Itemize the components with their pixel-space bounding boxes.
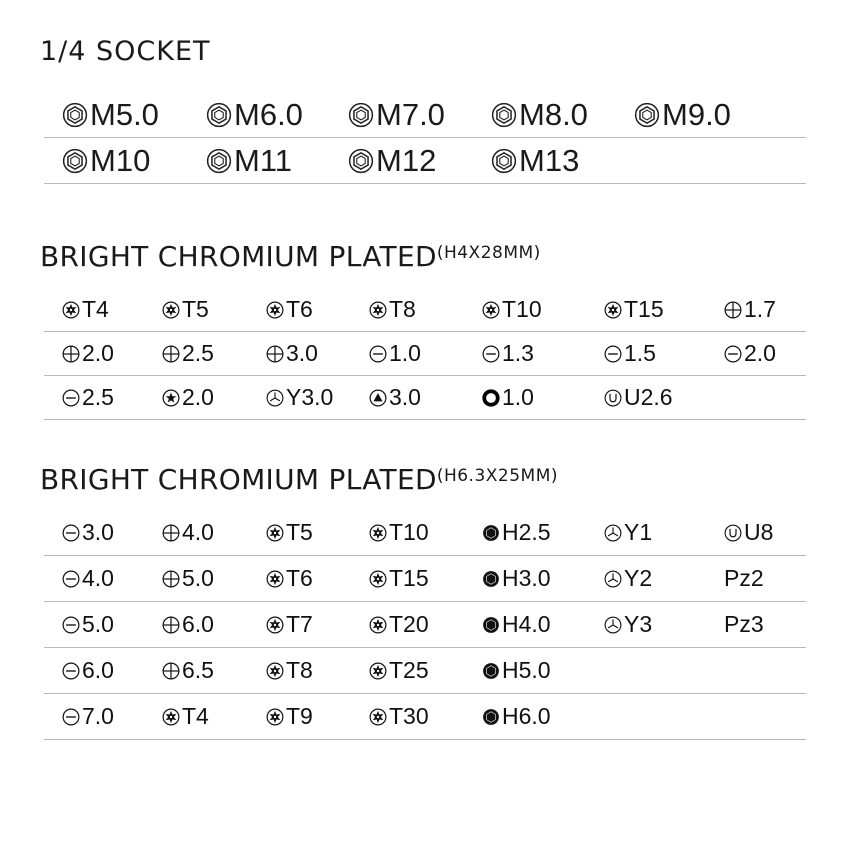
tri-wing-icon bbox=[604, 570, 622, 588]
bit-label: 2.0 bbox=[744, 340, 776, 366]
bit-item bbox=[724, 556, 764, 601]
bit-item bbox=[724, 288, 776, 331]
bit-item bbox=[62, 648, 114, 693]
bit-label: Pz3 bbox=[724, 611, 764, 637]
bit-item bbox=[266, 648, 313, 693]
bit-label: 3.0 bbox=[389, 384, 421, 410]
torx-icon bbox=[266, 662, 284, 680]
torx-icon bbox=[266, 570, 284, 588]
table-row bbox=[44, 694, 806, 740]
torx-icon bbox=[266, 708, 284, 726]
hex-icon bbox=[482, 708, 500, 726]
bit-label: 2.0 bbox=[82, 340, 114, 366]
bit-label: T9 bbox=[286, 703, 313, 729]
hex-icon bbox=[482, 616, 500, 634]
slotted-icon bbox=[62, 616, 80, 634]
bit-item bbox=[482, 648, 551, 693]
bit-label: T4 bbox=[82, 296, 109, 322]
bit-label: T5 bbox=[286, 519, 313, 545]
bit-label: 2.5 bbox=[82, 384, 114, 410]
phillips-icon bbox=[62, 345, 80, 363]
bit-label: H5.0 bbox=[502, 657, 551, 683]
bit-item bbox=[482, 332, 534, 375]
bit-label: T10 bbox=[389, 519, 429, 545]
table-row bbox=[44, 556, 806, 602]
bit-item bbox=[348, 92, 445, 137]
phillips-icon bbox=[162, 616, 180, 634]
hex-icon bbox=[482, 524, 500, 542]
hex-socket-icon bbox=[62, 148, 88, 174]
slotted-icon bbox=[369, 345, 387, 363]
torx-icon bbox=[162, 708, 180, 726]
bit-item bbox=[266, 332, 318, 375]
tri-wing-icon bbox=[266, 389, 284, 407]
torx-icon bbox=[369, 708, 387, 726]
bit-label: T5 bbox=[182, 296, 209, 322]
bit-label: U8 bbox=[744, 519, 774, 545]
bit-label: 6.0 bbox=[82, 657, 114, 683]
torx-icon bbox=[369, 662, 387, 680]
bit-label: 4.0 bbox=[182, 519, 214, 545]
hex-socket-icon bbox=[348, 148, 374, 174]
bit-item bbox=[266, 556, 313, 601]
slotted-icon bbox=[724, 345, 742, 363]
bit-item bbox=[62, 288, 109, 331]
torx-icon bbox=[604, 301, 622, 319]
bit-item bbox=[266, 288, 313, 331]
hex-socket-icon bbox=[491, 102, 517, 128]
bit-item bbox=[604, 602, 652, 647]
bit-item bbox=[724, 602, 764, 647]
bit-item bbox=[62, 376, 114, 419]
bit-item bbox=[634, 92, 731, 137]
bit-label: 2.0 bbox=[182, 384, 214, 410]
tri-wing-icon bbox=[604, 616, 622, 634]
bit-label: 5.0 bbox=[82, 611, 114, 637]
hex-socket-icon bbox=[62, 102, 88, 128]
hex-socket-icon bbox=[348, 102, 374, 128]
slotted-icon bbox=[62, 524, 80, 542]
slotted-icon bbox=[62, 708, 80, 726]
bit-item bbox=[369, 288, 416, 331]
bit-label: H4.0 bbox=[502, 611, 551, 637]
triangle-icon bbox=[369, 389, 387, 407]
bit-label: Y1 bbox=[624, 519, 653, 545]
bit-item bbox=[162, 694, 209, 739]
bit-item bbox=[491, 92, 588, 137]
slotted-icon bbox=[62, 570, 80, 588]
bit-label: Y3 bbox=[624, 611, 653, 637]
phillips-icon bbox=[162, 345, 180, 363]
bit-item bbox=[206, 92, 303, 137]
bit-label: 7.0 bbox=[82, 703, 114, 729]
bit-item bbox=[369, 376, 421, 419]
bit-label: 4.0 bbox=[82, 565, 114, 591]
phillips-icon bbox=[162, 570, 180, 588]
bit-item bbox=[724, 332, 776, 375]
bit-item bbox=[162, 332, 214, 375]
bit-item bbox=[491, 138, 579, 183]
bit-label: 1.3 bbox=[502, 340, 534, 366]
bit-item bbox=[62, 510, 114, 555]
bit-label: M12 bbox=[376, 142, 437, 178]
section2-subtitle: (H6.3X25MM) bbox=[436, 466, 559, 486]
bit-label: T8 bbox=[389, 296, 416, 322]
bit-label: M11 bbox=[234, 142, 293, 178]
bit-label: M10 bbox=[90, 142, 151, 178]
phillips-icon bbox=[162, 524, 180, 542]
bit-label: M8.0 bbox=[519, 96, 588, 132]
bit-item bbox=[162, 510, 214, 555]
table-row bbox=[44, 602, 806, 648]
bit-label: 1.7 bbox=[744, 296, 776, 322]
phillips-icon bbox=[266, 345, 284, 363]
bit-item bbox=[62, 332, 114, 375]
bit-item bbox=[604, 288, 664, 331]
table-row bbox=[44, 648, 806, 694]
bit-label: H3.0 bbox=[502, 565, 551, 591]
table-row bbox=[44, 376, 806, 420]
torx-icon bbox=[162, 301, 180, 319]
section1-title: BRIGHT CHROMIUM PLATED bbox=[40, 240, 437, 273]
section2-heading bbox=[40, 463, 558, 496]
torx-icon bbox=[266, 616, 284, 634]
bit-item bbox=[62, 92, 159, 137]
bit-label: 6.0 bbox=[182, 611, 214, 637]
bit-label: 5.0 bbox=[182, 565, 214, 591]
bit-item bbox=[162, 648, 214, 693]
bit-label: M5.0 bbox=[90, 96, 159, 132]
bit-item bbox=[348, 138, 436, 183]
slotted-icon bbox=[482, 345, 500, 363]
torx-icon bbox=[369, 524, 387, 542]
pentalobe-icon bbox=[162, 389, 180, 407]
slotted-icon bbox=[604, 345, 622, 363]
bit-item bbox=[369, 556, 429, 601]
bit-label: H2.5 bbox=[502, 519, 551, 545]
socket-title: 1/4 SOCKET bbox=[40, 36, 211, 67]
bit-item bbox=[604, 556, 652, 601]
bit-label: T15 bbox=[389, 565, 429, 591]
torx-icon bbox=[369, 570, 387, 588]
bit-item bbox=[604, 376, 673, 419]
bit-label: 1.0 bbox=[502, 384, 534, 410]
bit-label: U2.6 bbox=[624, 384, 673, 410]
bit-label: M7.0 bbox=[376, 96, 445, 132]
bit-item bbox=[604, 332, 656, 375]
table-row bbox=[44, 92, 806, 138]
bit-item bbox=[482, 694, 551, 739]
bit-label: T6 bbox=[286, 296, 313, 322]
bit-item bbox=[62, 602, 114, 647]
tri-wing-icon bbox=[604, 524, 622, 542]
torx-icon bbox=[369, 301, 387, 319]
bit-label: 3.0 bbox=[82, 519, 114, 545]
bit-item bbox=[482, 556, 551, 601]
bit-item bbox=[162, 556, 214, 601]
hex-socket-icon bbox=[634, 102, 660, 128]
phillips-icon bbox=[162, 662, 180, 680]
bit-item bbox=[369, 510, 429, 555]
torx-icon bbox=[266, 301, 284, 319]
bit-label: 2.5 bbox=[182, 340, 214, 366]
socket-table bbox=[44, 92, 806, 184]
section1-heading bbox=[40, 240, 541, 273]
bit-label: Y2 bbox=[624, 565, 653, 591]
bit-item bbox=[266, 602, 313, 647]
section2-title: BRIGHT CHROMIUM PLATED bbox=[40, 463, 437, 496]
bit-item bbox=[266, 694, 313, 739]
bit-label: Y3.0 bbox=[286, 384, 334, 410]
bit-label: 1.5 bbox=[624, 340, 656, 366]
bit-item bbox=[162, 602, 214, 647]
bit-item bbox=[206, 138, 292, 183]
bit-label: T15 bbox=[624, 296, 664, 322]
bit-label: 1.0 bbox=[389, 340, 421, 366]
bit-item bbox=[62, 694, 114, 739]
torx-icon bbox=[482, 301, 500, 319]
bit-label: T6 bbox=[286, 565, 313, 591]
slotted-icon bbox=[62, 389, 80, 407]
bit-item bbox=[604, 510, 652, 555]
table-row bbox=[44, 138, 806, 184]
bit-item bbox=[266, 510, 313, 555]
bit-label: M6.0 bbox=[234, 96, 303, 132]
section1-table bbox=[44, 288, 806, 420]
bit-label: T25 bbox=[389, 657, 429, 683]
torx-icon bbox=[369, 616, 387, 634]
bit-item bbox=[482, 510, 551, 555]
section1-subtitle: (H4X28MM) bbox=[436, 243, 541, 263]
bit-item bbox=[62, 138, 150, 183]
phillips-icon bbox=[724, 301, 742, 319]
bit-label: H6.0 bbox=[502, 703, 551, 729]
bit-label: Pz2 bbox=[724, 565, 764, 591]
bit-item bbox=[482, 288, 542, 331]
bit-label: T8 bbox=[286, 657, 313, 683]
bit-item bbox=[266, 376, 333, 419]
bit-item bbox=[369, 332, 421, 375]
section2-table bbox=[44, 510, 806, 740]
bit-item bbox=[162, 376, 214, 419]
table-row bbox=[44, 510, 806, 556]
round-icon bbox=[482, 389, 500, 407]
bit-label: 6.5 bbox=[182, 657, 214, 683]
bit-label: T20 bbox=[389, 611, 429, 637]
bit-item bbox=[369, 694, 429, 739]
bit-item bbox=[369, 602, 429, 647]
bit-label: T4 bbox=[182, 703, 209, 729]
bit-item bbox=[62, 556, 114, 601]
bit-label: M9.0 bbox=[662, 96, 731, 132]
bit-label: 3.0 bbox=[286, 340, 318, 366]
table-row bbox=[44, 288, 806, 332]
u-shape-icon bbox=[724, 524, 742, 542]
bit-item bbox=[482, 376, 534, 419]
bit-item bbox=[724, 510, 773, 555]
socket-heading bbox=[40, 36, 211, 67]
torx-icon bbox=[62, 301, 80, 319]
slotted-icon bbox=[62, 662, 80, 680]
bit-label: T10 bbox=[502, 296, 542, 322]
u-shape-icon bbox=[604, 389, 622, 407]
bit-label: T7 bbox=[286, 611, 313, 637]
table-row bbox=[44, 332, 806, 376]
bit-item bbox=[369, 648, 429, 693]
bit-item bbox=[162, 288, 209, 331]
torx-icon bbox=[266, 524, 284, 542]
bit-item bbox=[482, 602, 551, 647]
bit-label: M13 bbox=[519, 142, 580, 178]
hex-socket-icon bbox=[491, 148, 517, 174]
hex-icon bbox=[482, 570, 500, 588]
bit-label: T30 bbox=[389, 703, 429, 729]
hex-socket-icon bbox=[206, 102, 232, 128]
hex-socket-icon bbox=[206, 148, 232, 174]
hex-icon bbox=[482, 662, 500, 680]
